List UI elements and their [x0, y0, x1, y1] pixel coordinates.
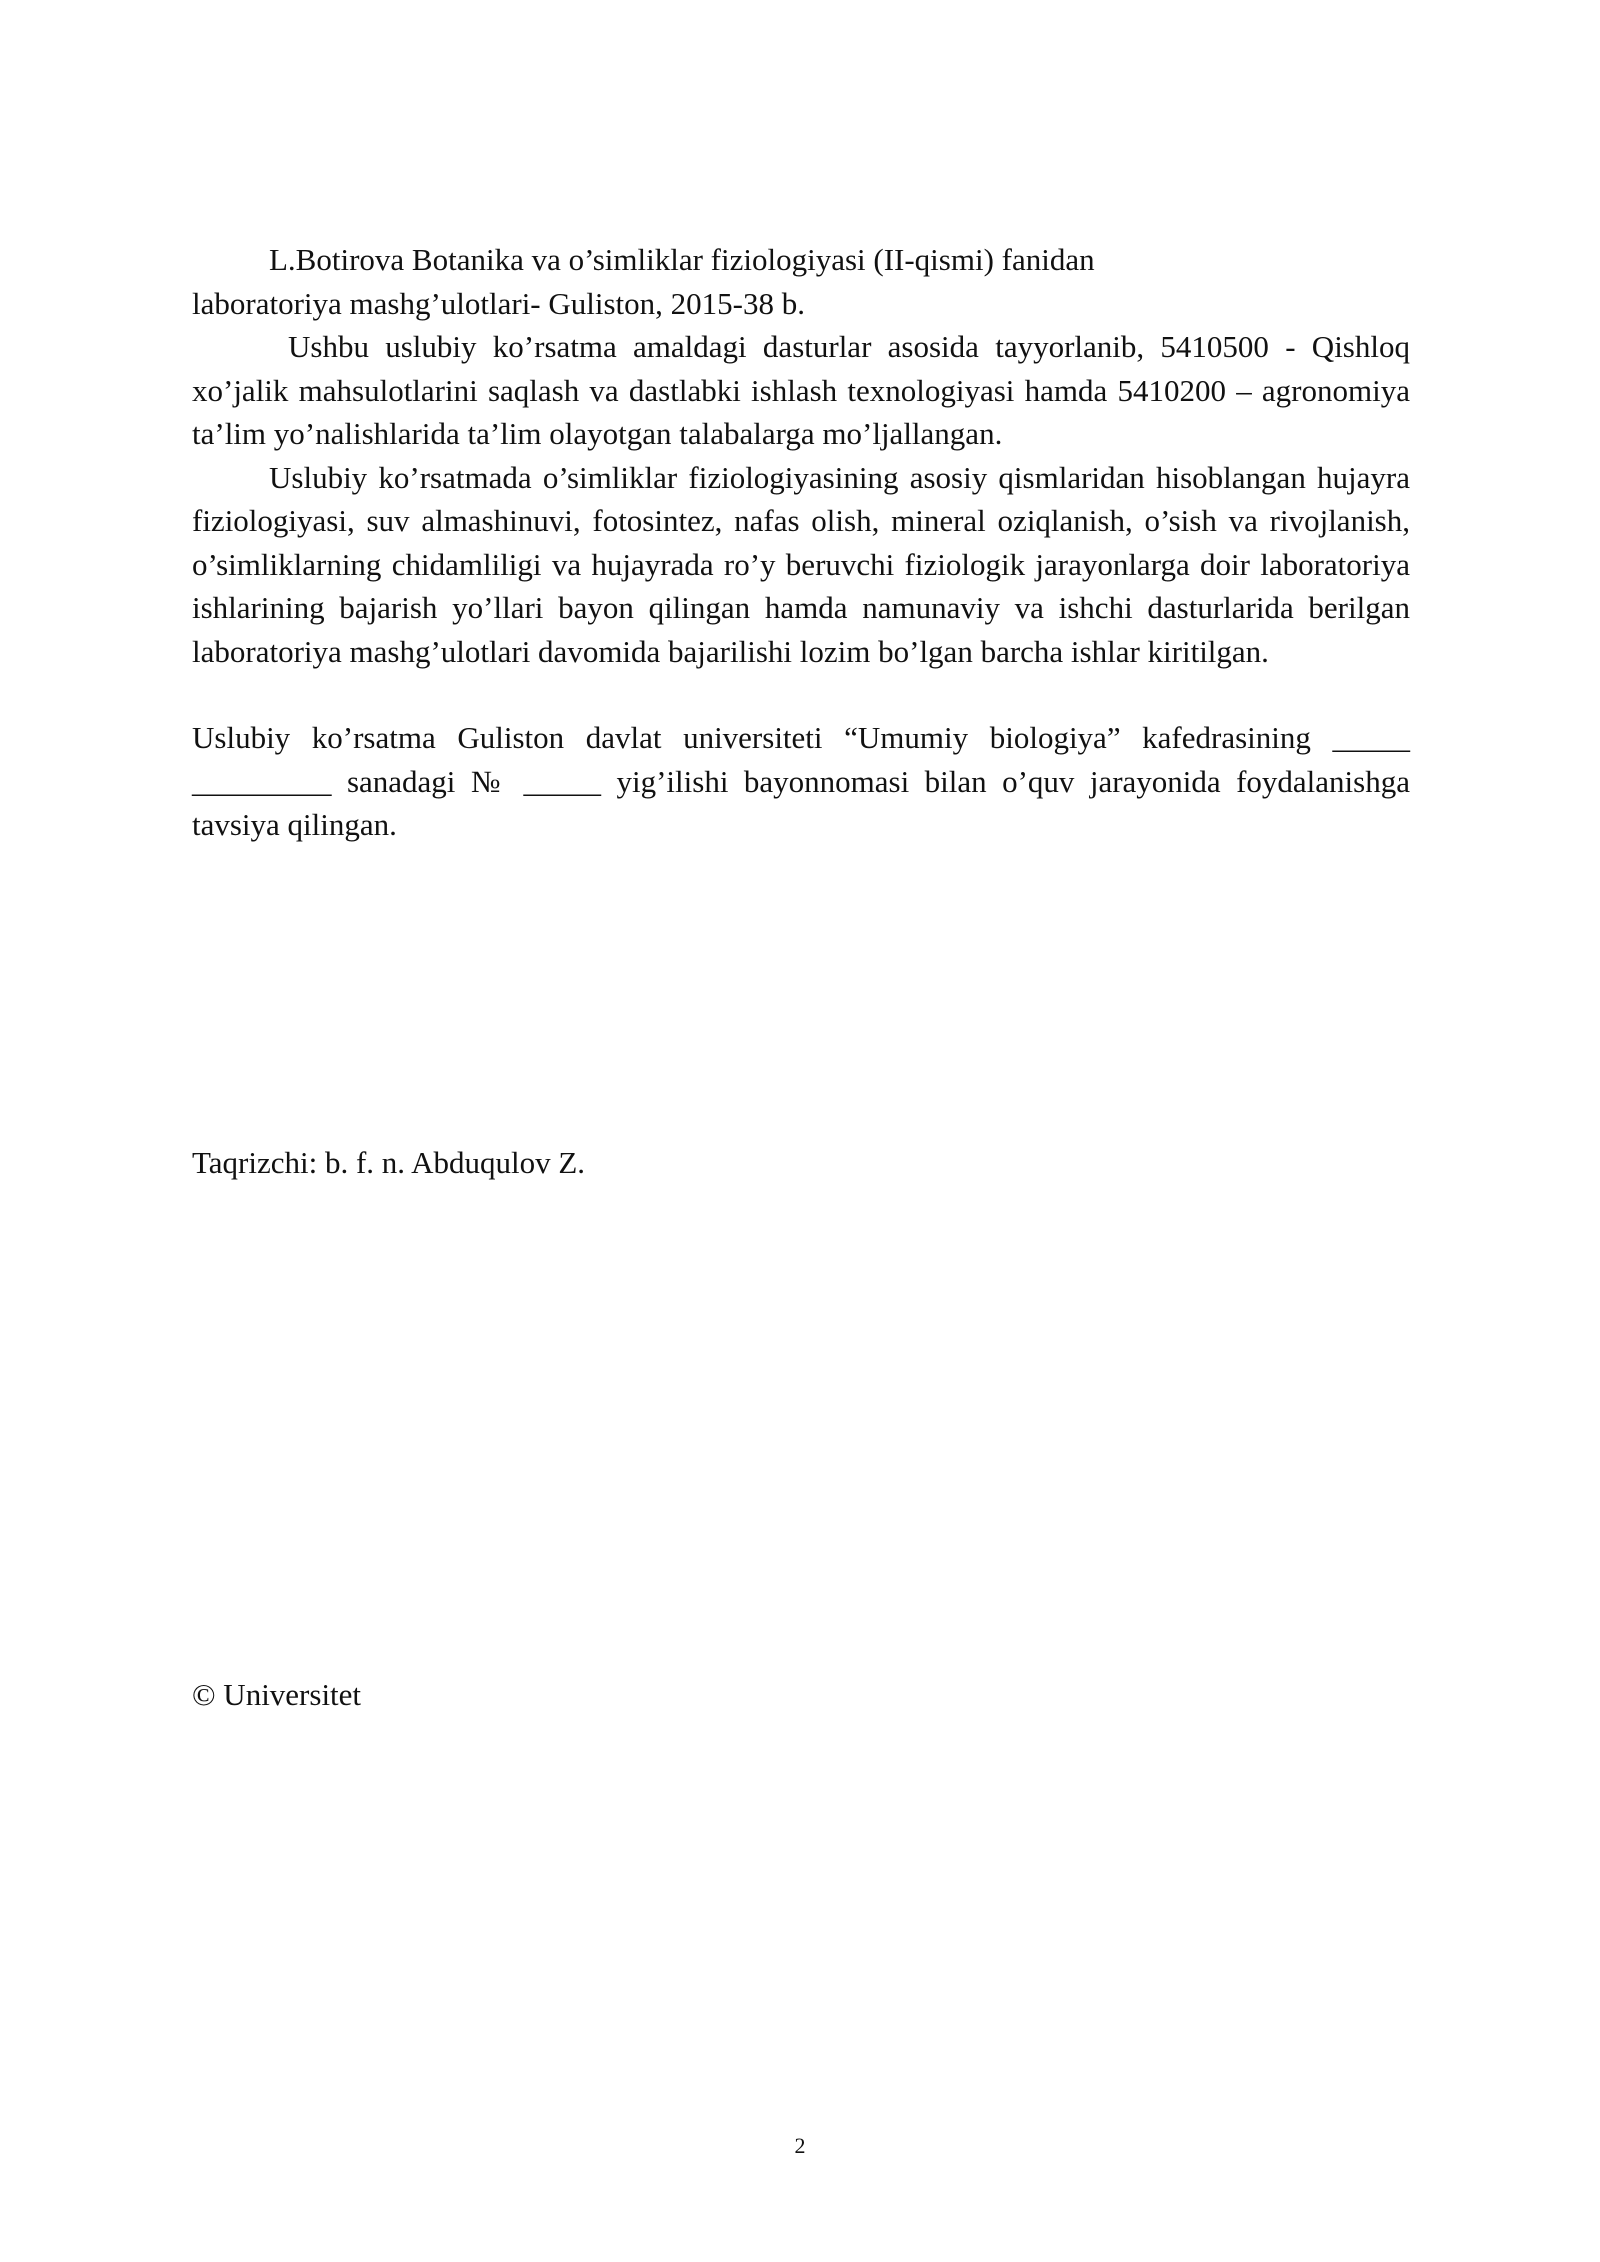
- approval-paragraph: Uslubiy ko’rsatma Guliston davlat universiteti “Umumiy biologiya” kafedrasining _____ _________ sanadagi № _____ yig’ilishi bayonnomasi bilan o’quv jarayonida foydalanishga tavsiya qilingan.: [192, 720, 1410, 842]
- purpose-paragraph: Ushbu uslubiy ko’rsatma amaldagi dasturlar asosida tayyorlanib, 5410500 - Qishloq xo’jalik mahsulotlarini saqlash va dastlabki ishlash texnologiyasi hamda 5410200 – agronomiya ta’lim yo’nalishlarida ta’lim olayotgan talabalarga mo’ljallangan.: [192, 329, 1410, 451]
- citation-line-1: L.Botirova Botanika va o’simliklar fiziologiyasi (II-qismi) fanidan: [269, 242, 1095, 277]
- document-body: [192, 238, 1410, 847]
- page-number: 2: [794, 2133, 806, 2158]
- copyright-notice: © Universitet: [192, 1677, 362, 1712]
- description-paragraph: Uslubiy ko’rsatmada o’simliklar fiziologiyasining asosiy qismlaridan hisoblangan hujayra fiziologiyasi, suv almashinuvi, fotosintez, nafas olish, mineral oziqlanish, o’sish va rivojlanish, o’simliklarning chidamliligi va hujayrada ro’y beruvchi fiziologik jarayonlarga doir laboratoriya ishlarining bajarish yo’llari bayon qilingan hamda namunaviy va ishchi dasturlarida berilgan laboratoriya mashg’ulotlari davomida bajarilishi lozim bo’lgan barcha ishlar kiritilgan.: [192, 459, 1410, 669]
- reviewer-line: Taqrizchi: b. f. n. Abduqulov Z.: [192, 1145, 586, 1180]
- citation-line-2: laboratoriya mashg’ulotlari- Guliston, 2015-38 b.: [192, 285, 805, 321]
